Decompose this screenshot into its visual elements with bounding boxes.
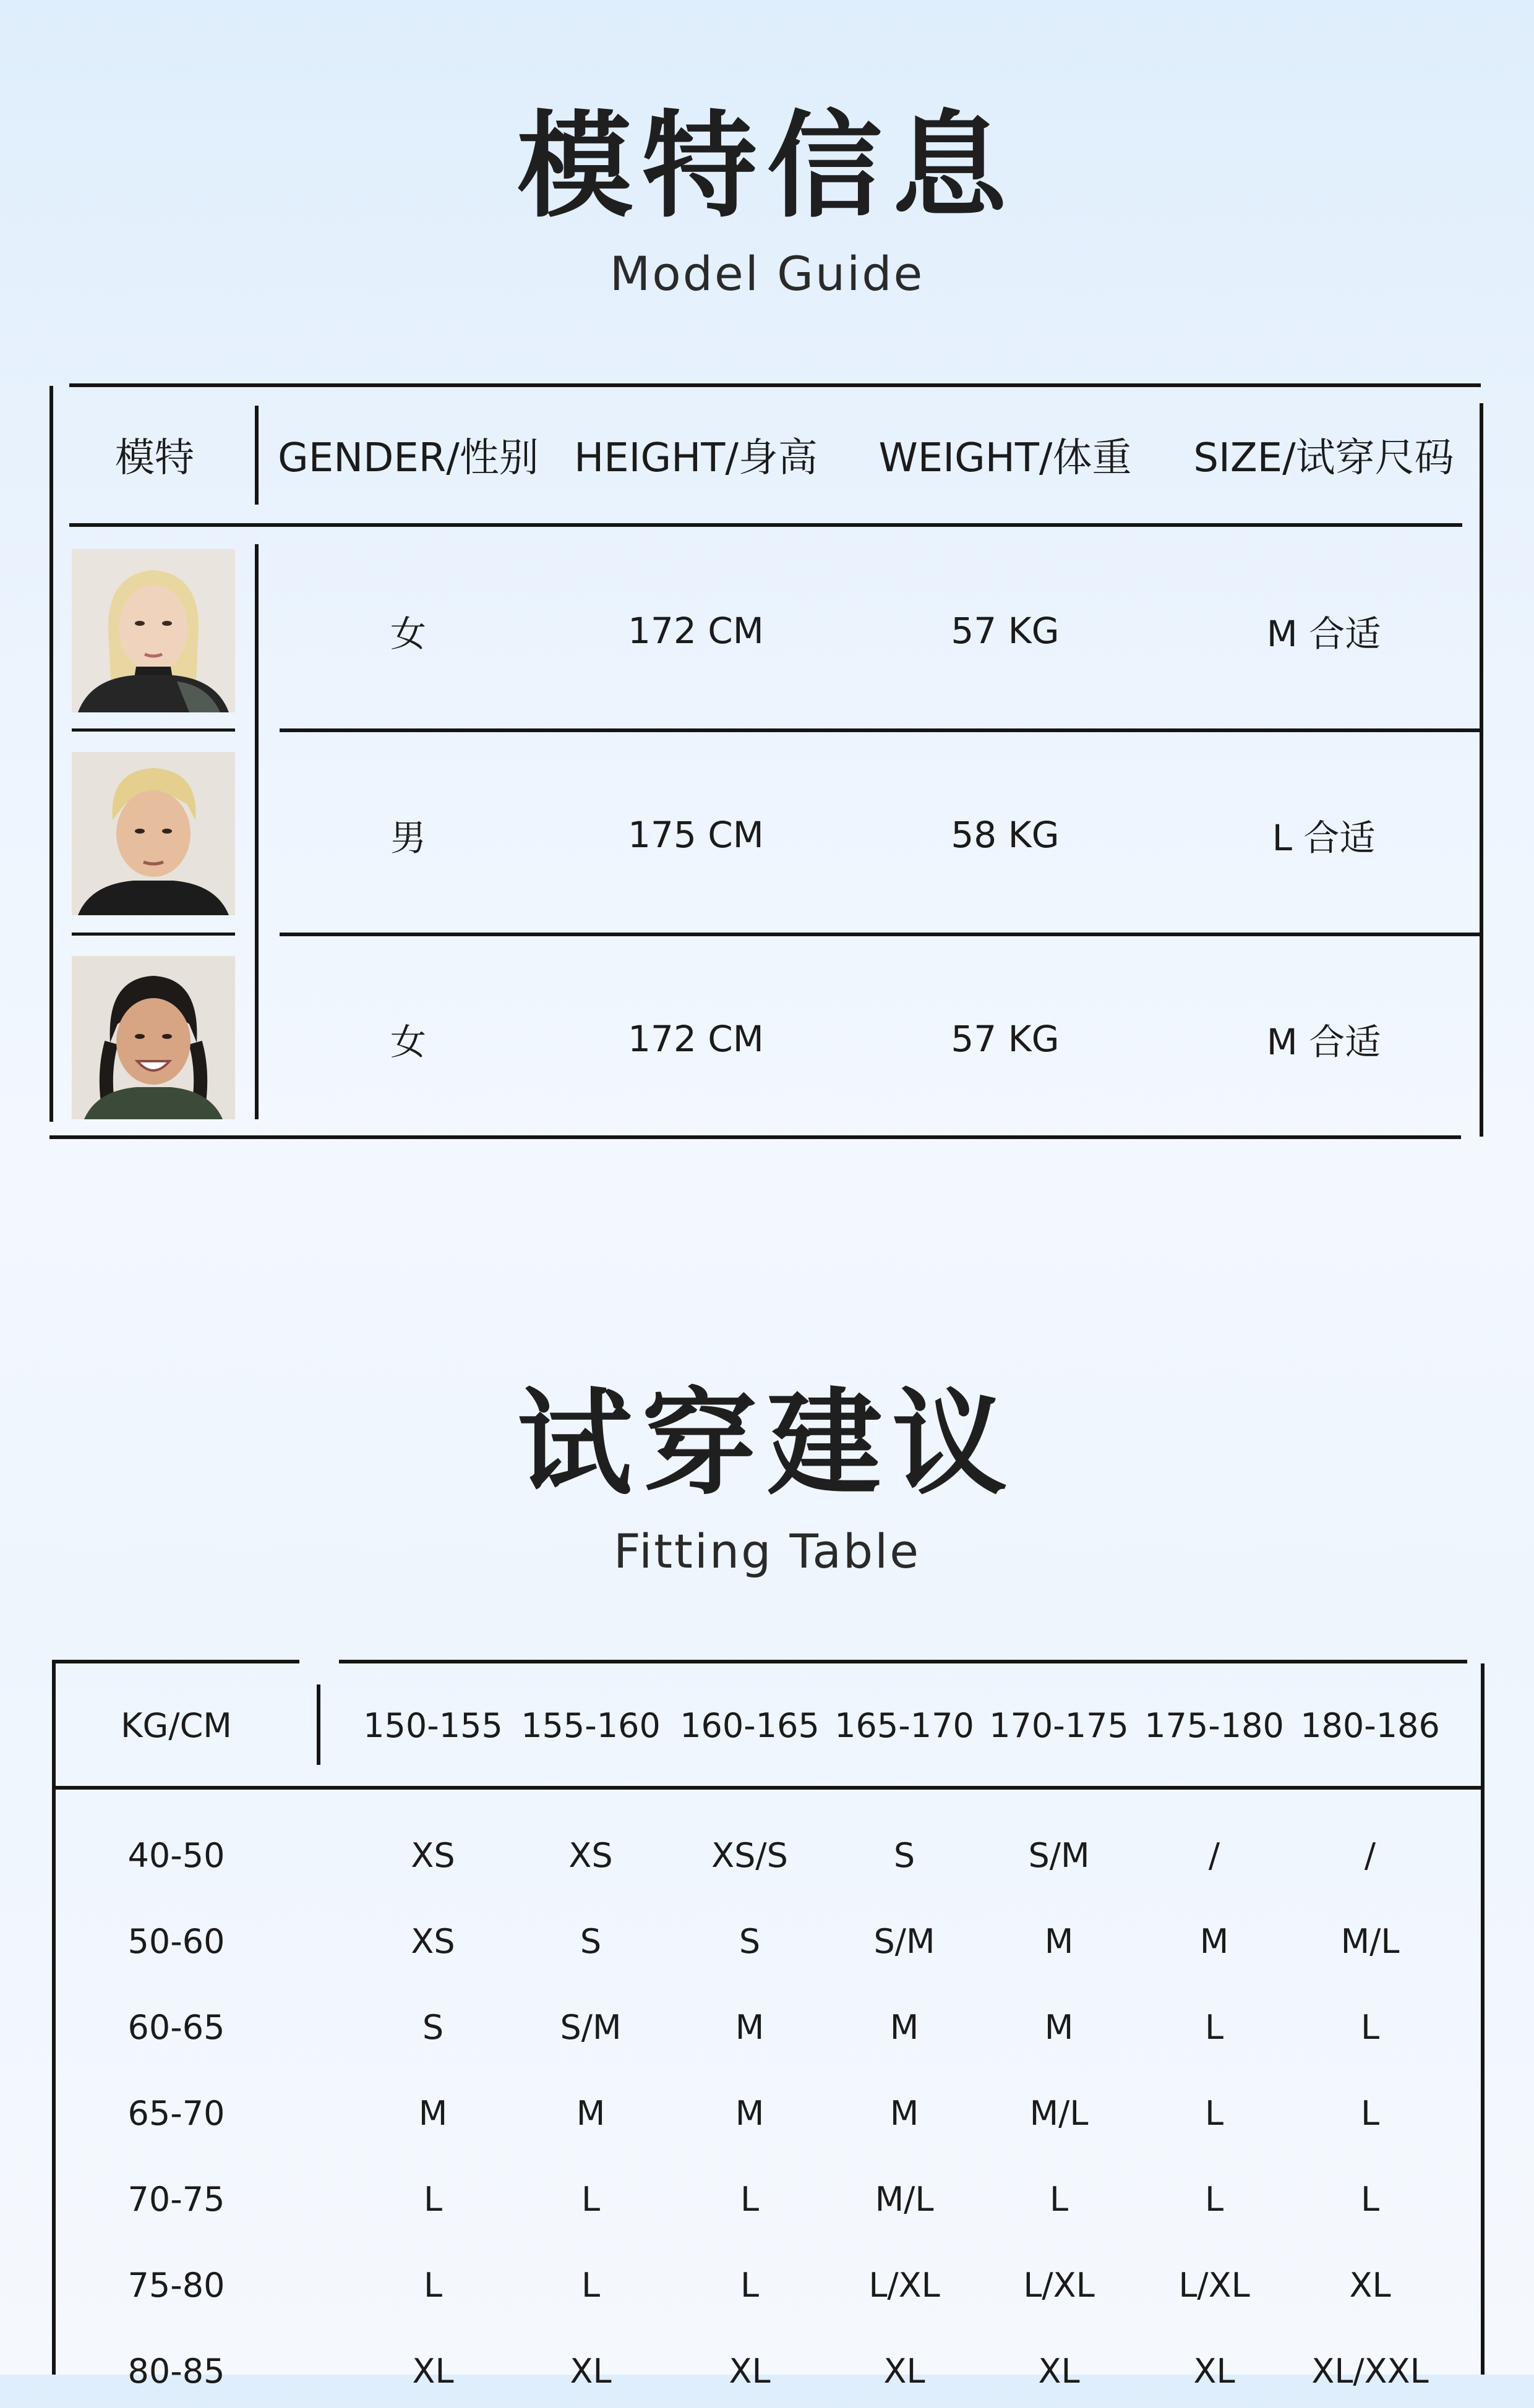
fitting-size-cell: XS/S xyxy=(711,1835,788,1875)
fitting-size-cell: L xyxy=(581,2265,601,2305)
fitting-size-cell: L/XL xyxy=(1178,2265,1250,2305)
fitting-size-cell: L xyxy=(581,2179,601,2219)
fitting-size-cell: M/L xyxy=(1340,1921,1400,1961)
fitting-size-cell: XL xyxy=(1349,2265,1391,2305)
fitting-size-cell: L xyxy=(1204,2179,1224,2219)
height-range-header: 165-170 xyxy=(834,1706,974,1745)
fitting-size-cell: L xyxy=(1204,2007,1224,2047)
model-header-bottom-rule xyxy=(69,523,1462,527)
fitting-size-cell: S xyxy=(580,1921,602,1961)
model-table-left-rule xyxy=(49,386,53,1122)
model-row-rule-2 xyxy=(280,933,1481,936)
fitting-size-cell: M xyxy=(1044,2007,1074,2047)
fitting-size-cell: M xyxy=(1044,1921,1074,1961)
fitting-size-cell: XL xyxy=(729,2351,771,2391)
fitting-size-cell: L xyxy=(1360,2007,1380,2047)
height-range-header: 180-186 xyxy=(1300,1706,1440,1745)
row1-gender: 女 xyxy=(390,613,426,655)
fitting-size-cell: L xyxy=(1360,2179,1380,2219)
fitting-size-cell: M/L xyxy=(1029,2093,1089,2133)
header-size: SIZE/试穿尺码 xyxy=(1193,435,1454,481)
fitting-weight-range: 70-75 xyxy=(127,2179,225,2219)
fitting-size-cell: L xyxy=(740,2179,760,2219)
fitting-size-cell: XL xyxy=(570,2351,612,2391)
fitting-size-cell: M/L xyxy=(875,2179,934,2219)
fitting-size-cell: XL xyxy=(1193,2351,1235,2391)
fitting-corner-header: KG/CM xyxy=(121,1706,232,1745)
fitting-weight-range: 60-65 xyxy=(127,2007,225,2047)
height-range-header: 150-155 xyxy=(363,1706,503,1745)
model-1-photo xyxy=(72,549,235,712)
fitting-size-cell: M xyxy=(735,2093,765,2133)
fitting-size-cell: M xyxy=(576,2093,606,2133)
fitting-weight-range: 50-60 xyxy=(127,1921,225,1961)
height-range-header: 175-180 xyxy=(1144,1706,1284,1745)
model-photo-column-divider xyxy=(255,544,259,1119)
model-table-top-rule xyxy=(69,383,1481,387)
fitting-size-cell: M xyxy=(889,2093,919,2133)
fitting-size-cell: S/M xyxy=(1028,1835,1090,1875)
model-guide-title-cn: 模特信息 xyxy=(516,99,1017,233)
model-guide-title-en: Model Guide xyxy=(609,246,925,301)
fitting-size-cell: XL/XXL xyxy=(1311,2351,1429,2391)
fitting-size-cell: L xyxy=(423,2179,443,2219)
header-height: HEIGHT/身高 xyxy=(574,435,818,481)
row2-weight: 58 KG xyxy=(951,814,1060,856)
fitting-size-cell: S xyxy=(739,1921,761,1961)
header-model: 模特 xyxy=(115,435,194,481)
fitting-header-bottom-rule xyxy=(52,1786,1485,1790)
fitting-size-cell: L xyxy=(740,2265,760,2305)
fitting-size-cell: XL xyxy=(1038,2351,1080,2391)
header-gender: GENDER/性别 xyxy=(278,435,539,481)
fitting-header-divider xyxy=(317,1684,320,1765)
fitting-title-cn: 试穿建议 xyxy=(516,1377,1017,1511)
height-range-header: 160-165 xyxy=(680,1706,820,1745)
row1-weight: 57 KG xyxy=(951,610,1060,652)
fitting-size-cell: M xyxy=(735,2007,765,2047)
fitting-size-cell: S/M xyxy=(873,1921,935,1961)
fitting-size-cell: S xyxy=(422,2007,444,2047)
row3-size: M 合适 xyxy=(1266,1021,1381,1063)
fitting-size-cell: L/XL xyxy=(868,2265,940,2305)
fitting-size-cell: XS xyxy=(411,1835,455,1875)
fitting-size-cell: XS xyxy=(411,1921,455,1961)
fitting-size-cell: M xyxy=(1199,1921,1229,1961)
model-photo-rule-1 xyxy=(72,728,235,732)
fitting-size-cell: / xyxy=(1208,1835,1220,1875)
fitting-size-cell: L xyxy=(423,2265,443,2305)
model-header-divider xyxy=(255,406,259,505)
model-photo-rule-2 xyxy=(72,933,235,936)
row3-gender: 女 xyxy=(390,1021,426,1063)
model-table-right-rule xyxy=(1480,403,1483,1137)
fitting-size-cell: M xyxy=(889,2007,919,2047)
row1-size: M 合适 xyxy=(1266,613,1381,655)
fitting-weight-range: 65-70 xyxy=(127,2093,225,2133)
fitting-weight-range: 40-50 xyxy=(127,1835,225,1875)
header-weight: WEIGHT/体重 xyxy=(878,435,1132,481)
fitting-top-rule-left xyxy=(52,1660,299,1663)
row3-height: 172 CM xyxy=(628,1018,764,1060)
fitting-size-cell: L xyxy=(1049,2179,1069,2219)
row1-height: 172 CM xyxy=(628,610,764,652)
fitting-size-cell: L xyxy=(1204,2093,1224,2133)
model-2-photo xyxy=(72,752,235,915)
row2-size: L 合适 xyxy=(1272,817,1376,859)
height-range-header: 155-160 xyxy=(521,1706,661,1745)
fitting-size-cell: S/M xyxy=(560,2007,622,2047)
fitting-weight-range: 80-85 xyxy=(127,2351,225,2391)
fitting-weight-range: 75-80 xyxy=(127,2265,225,2305)
fitting-size-cell: S xyxy=(893,1835,915,1875)
fitting-size-cell: L xyxy=(1360,2093,1380,2133)
fitting-size-cell: M xyxy=(418,2093,448,2133)
fitting-size-cell: XS xyxy=(568,1835,613,1875)
model-3-photo xyxy=(72,956,235,1119)
row2-gender: 男 xyxy=(390,817,426,859)
model-row-rule-1 xyxy=(280,728,1481,732)
fitting-size-cell: / xyxy=(1364,1835,1376,1875)
fitting-title-en: Fitting Table xyxy=(613,1524,921,1579)
fitting-right-rule xyxy=(1481,1663,1485,2375)
row3-weight: 57 KG xyxy=(951,1018,1060,1060)
row2-height: 175 CM xyxy=(628,814,764,856)
fitting-size-cell: XL xyxy=(412,2351,454,2391)
model-table-bottom-rule xyxy=(49,1135,1461,1139)
fitting-size-cell: L/XL xyxy=(1023,2265,1095,2305)
fitting-top-rule-right xyxy=(339,1660,1467,1663)
height-range-header: 170-175 xyxy=(989,1706,1129,1745)
fitting-size-cell: XL xyxy=(883,2351,925,2391)
